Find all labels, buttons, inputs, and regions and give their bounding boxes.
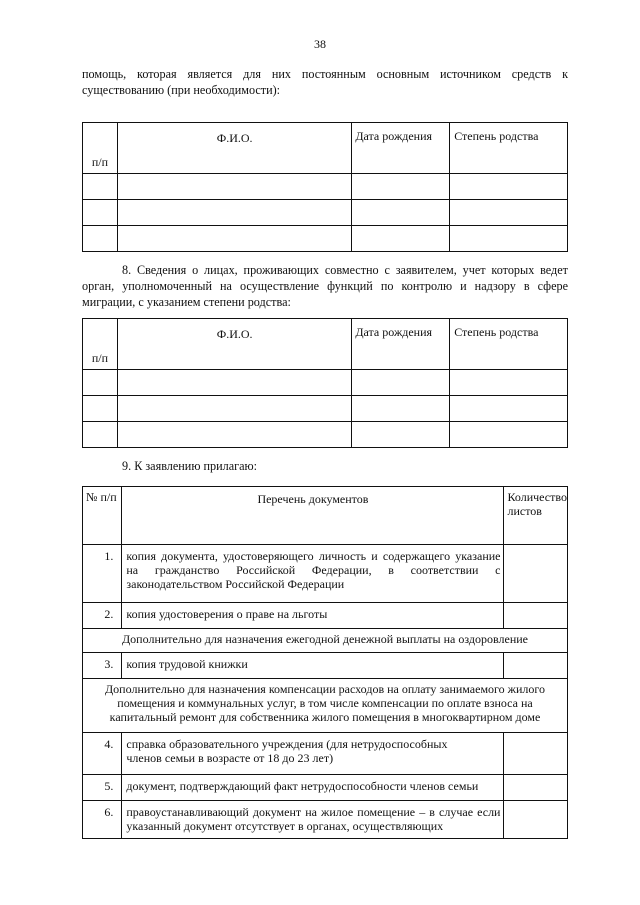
sheet-count-cell <box>504 801 568 839</box>
table-cell <box>83 226 118 252</box>
table-row <box>83 370 568 396</box>
table-cell <box>352 422 450 448</box>
table-cell <box>83 396 118 422</box>
column-header-relation: Степень родства <box>450 319 568 370</box>
table-cell <box>117 174 351 200</box>
table-cell <box>117 370 351 396</box>
table-row <box>83 603 568 629</box>
document-name: копия документа, удостоверяющего личность и содержащего указание на гражданство Российской Федерации, в соответствии с законодательством Российской Федерации <box>122 545 504 603</box>
section-row <box>83 679 568 733</box>
relatives-table <box>82 122 568 252</box>
row-number: 1. <box>83 545 122 603</box>
document-name: справка образовательного учреждения (для нетрудоспособных членов семьи в возрасте от 18 до 23 лет) <box>122 733 504 775</box>
intro-paragraph: помощь, которая является для них постоянным основным источником средств к существованию (при необходимости): <box>82 67 568 97</box>
table-cell <box>83 370 118 396</box>
table-cell <box>117 200 351 226</box>
table-row <box>83 226 568 252</box>
table-row <box>83 422 568 448</box>
document-name: документ, подтверждающий факт нетрудоспособности членов семьи <box>122 775 504 801</box>
cohabitants-table <box>82 318 568 448</box>
table-cell <box>83 174 118 200</box>
table-cell <box>352 370 450 396</box>
document-name: копия удостоверения о праве на льготы <box>122 603 504 629</box>
documents-table <box>82 486 568 839</box>
table-header-row <box>83 487 568 545</box>
table-header-row <box>83 123 568 174</box>
sheet-count-cell <box>504 733 568 775</box>
column-header-num: п/п <box>83 123 118 174</box>
row-number: 4. <box>83 733 122 775</box>
column-header-fio: Ф.И.О. <box>117 123 351 174</box>
table-cell <box>450 370 568 396</box>
row-number: 5. <box>83 775 122 801</box>
table-cell <box>352 226 450 252</box>
table-cell <box>352 396 450 422</box>
sheet-count-cell <box>504 653 568 679</box>
table-row <box>83 653 568 679</box>
section-row <box>83 629 568 653</box>
column-header-dob: Дата рождения <box>352 123 450 174</box>
sheet-count-cell <box>504 545 568 603</box>
column-header-sheet-count: Количество листов <box>504 487 568 545</box>
row-number: 2. <box>83 603 122 629</box>
table-cell <box>83 422 118 448</box>
table-row <box>83 396 568 422</box>
column-header-dob: Дата рождения <box>352 319 450 370</box>
table-cell <box>117 226 351 252</box>
section-heading: Дополнительно для назначения компенсации расходов на оплату занимаемого жилого помещения и коммунальных услуг, в том числе компенсации по оплате взноса на капитальный ремонт для собственника жилого помещения в многоквартирном доме <box>83 679 568 733</box>
table-cell <box>117 422 351 448</box>
document-name: копия трудовой книжки <box>122 653 504 679</box>
table-row <box>83 174 568 200</box>
sheet-count-cell <box>504 603 568 629</box>
table-cell <box>352 174 450 200</box>
table-row <box>83 733 568 775</box>
table-cell <box>352 200 450 226</box>
table-cell <box>450 174 568 200</box>
table-cell <box>450 396 568 422</box>
section-8-paragraph: 8. Сведения о лицах, проживающих совместно с заявителем, учет которых ведет орган, уполномоченный на осуществление функций по контролю и надзору в сфере миграции, с указанием степени родства: <box>82 263 568 309</box>
table-row <box>83 801 568 839</box>
column-header-relation: Степень родства <box>450 123 568 174</box>
document-name: правоустанавливающий документ на жилое помещение – в случае если указанный документ отсутствует в органах, осуществляющих <box>122 801 504 839</box>
column-header-num: № п/п <box>83 487 122 545</box>
column-header-num: п/п <box>83 319 118 370</box>
table-cell <box>450 226 568 252</box>
sheet-count-cell <box>504 775 568 801</box>
table-row <box>83 775 568 801</box>
column-header-documents: Перечень документов <box>122 487 504 545</box>
column-header-fio: Ф.И.О. <box>117 319 351 370</box>
section-9-paragraph: 9. К заявлению прилагаю: <box>122 459 258 473</box>
table-row <box>83 545 568 603</box>
table-row <box>83 200 568 226</box>
section-heading: Дополнительно для назначения ежегодной денежной выплаты на оздоровление <box>83 629 568 653</box>
table-cell <box>83 200 118 226</box>
table-header-row <box>83 319 568 370</box>
row-number: 3. <box>83 653 122 679</box>
row-number: 6. <box>83 801 122 839</box>
table-cell <box>450 422 568 448</box>
table-cell <box>117 396 351 422</box>
page-number: 38 <box>314 37 326 51</box>
table-cell <box>450 200 568 226</box>
